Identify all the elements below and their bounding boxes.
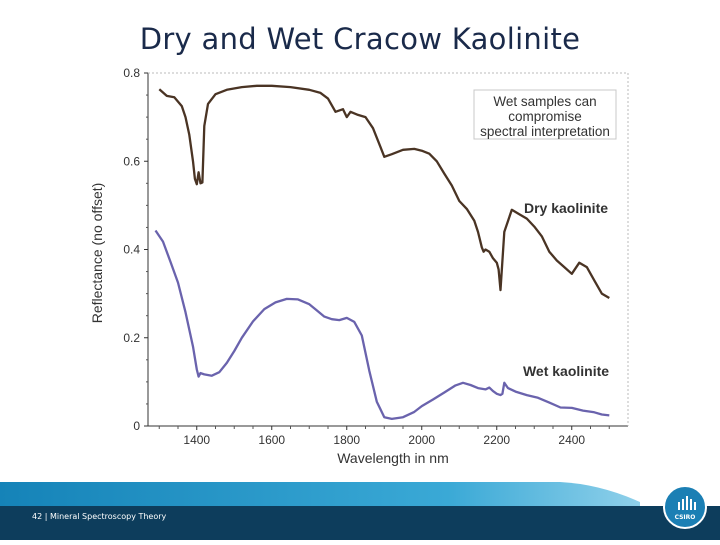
y-tick-label: 0 bbox=[133, 419, 140, 433]
x-tick-label: 1400 bbox=[183, 433, 211, 447]
csiro-logo-icon bbox=[663, 485, 707, 529]
annotation-line-1: Wet samples can bbox=[493, 94, 597, 109]
legend-label-wet: Wet kaolinite bbox=[522, 363, 610, 379]
footer-graphic bbox=[0, 478, 720, 540]
annotation-box bbox=[474, 90, 616, 139]
slide-title: Dry and Wet Cracow Kaolinite bbox=[139, 22, 581, 56]
x-tick-label: 1800 bbox=[333, 433, 361, 447]
footer-band bbox=[0, 478, 720, 540]
legend-label-dry: Dry kaolinite bbox=[523, 200, 609, 216]
footer-swoosh bbox=[0, 482, 640, 508]
x-tick-label: 2400 bbox=[558, 433, 586, 447]
x-tick-label: 1600 bbox=[258, 433, 286, 447]
y-tick-label: 0.2 bbox=[123, 330, 140, 345]
x-axis-label: Wavelength in nm bbox=[337, 450, 449, 466]
series-line-wet bbox=[156, 231, 610, 419]
y-tick-label: 0.4 bbox=[123, 242, 140, 257]
logo-text: CSIRO bbox=[674, 514, 696, 521]
y-tick-label: 0.8 bbox=[123, 66, 140, 80]
annotation-line-3: spectral interpretation bbox=[480, 124, 610, 139]
annotation-line-2: compromise bbox=[508, 109, 582, 124]
y-tick-label: 0.6 bbox=[123, 154, 140, 169]
logo-bars bbox=[677, 495, 697, 511]
x-tick-label: 2000 bbox=[408, 433, 436, 447]
y-axis-label: Reflectance (no offset) bbox=[89, 182, 105, 324]
footer-text: 42 | Mineral Spectroscopy Theory bbox=[32, 512, 167, 521]
x-tick-label: 2200 bbox=[483, 433, 511, 447]
